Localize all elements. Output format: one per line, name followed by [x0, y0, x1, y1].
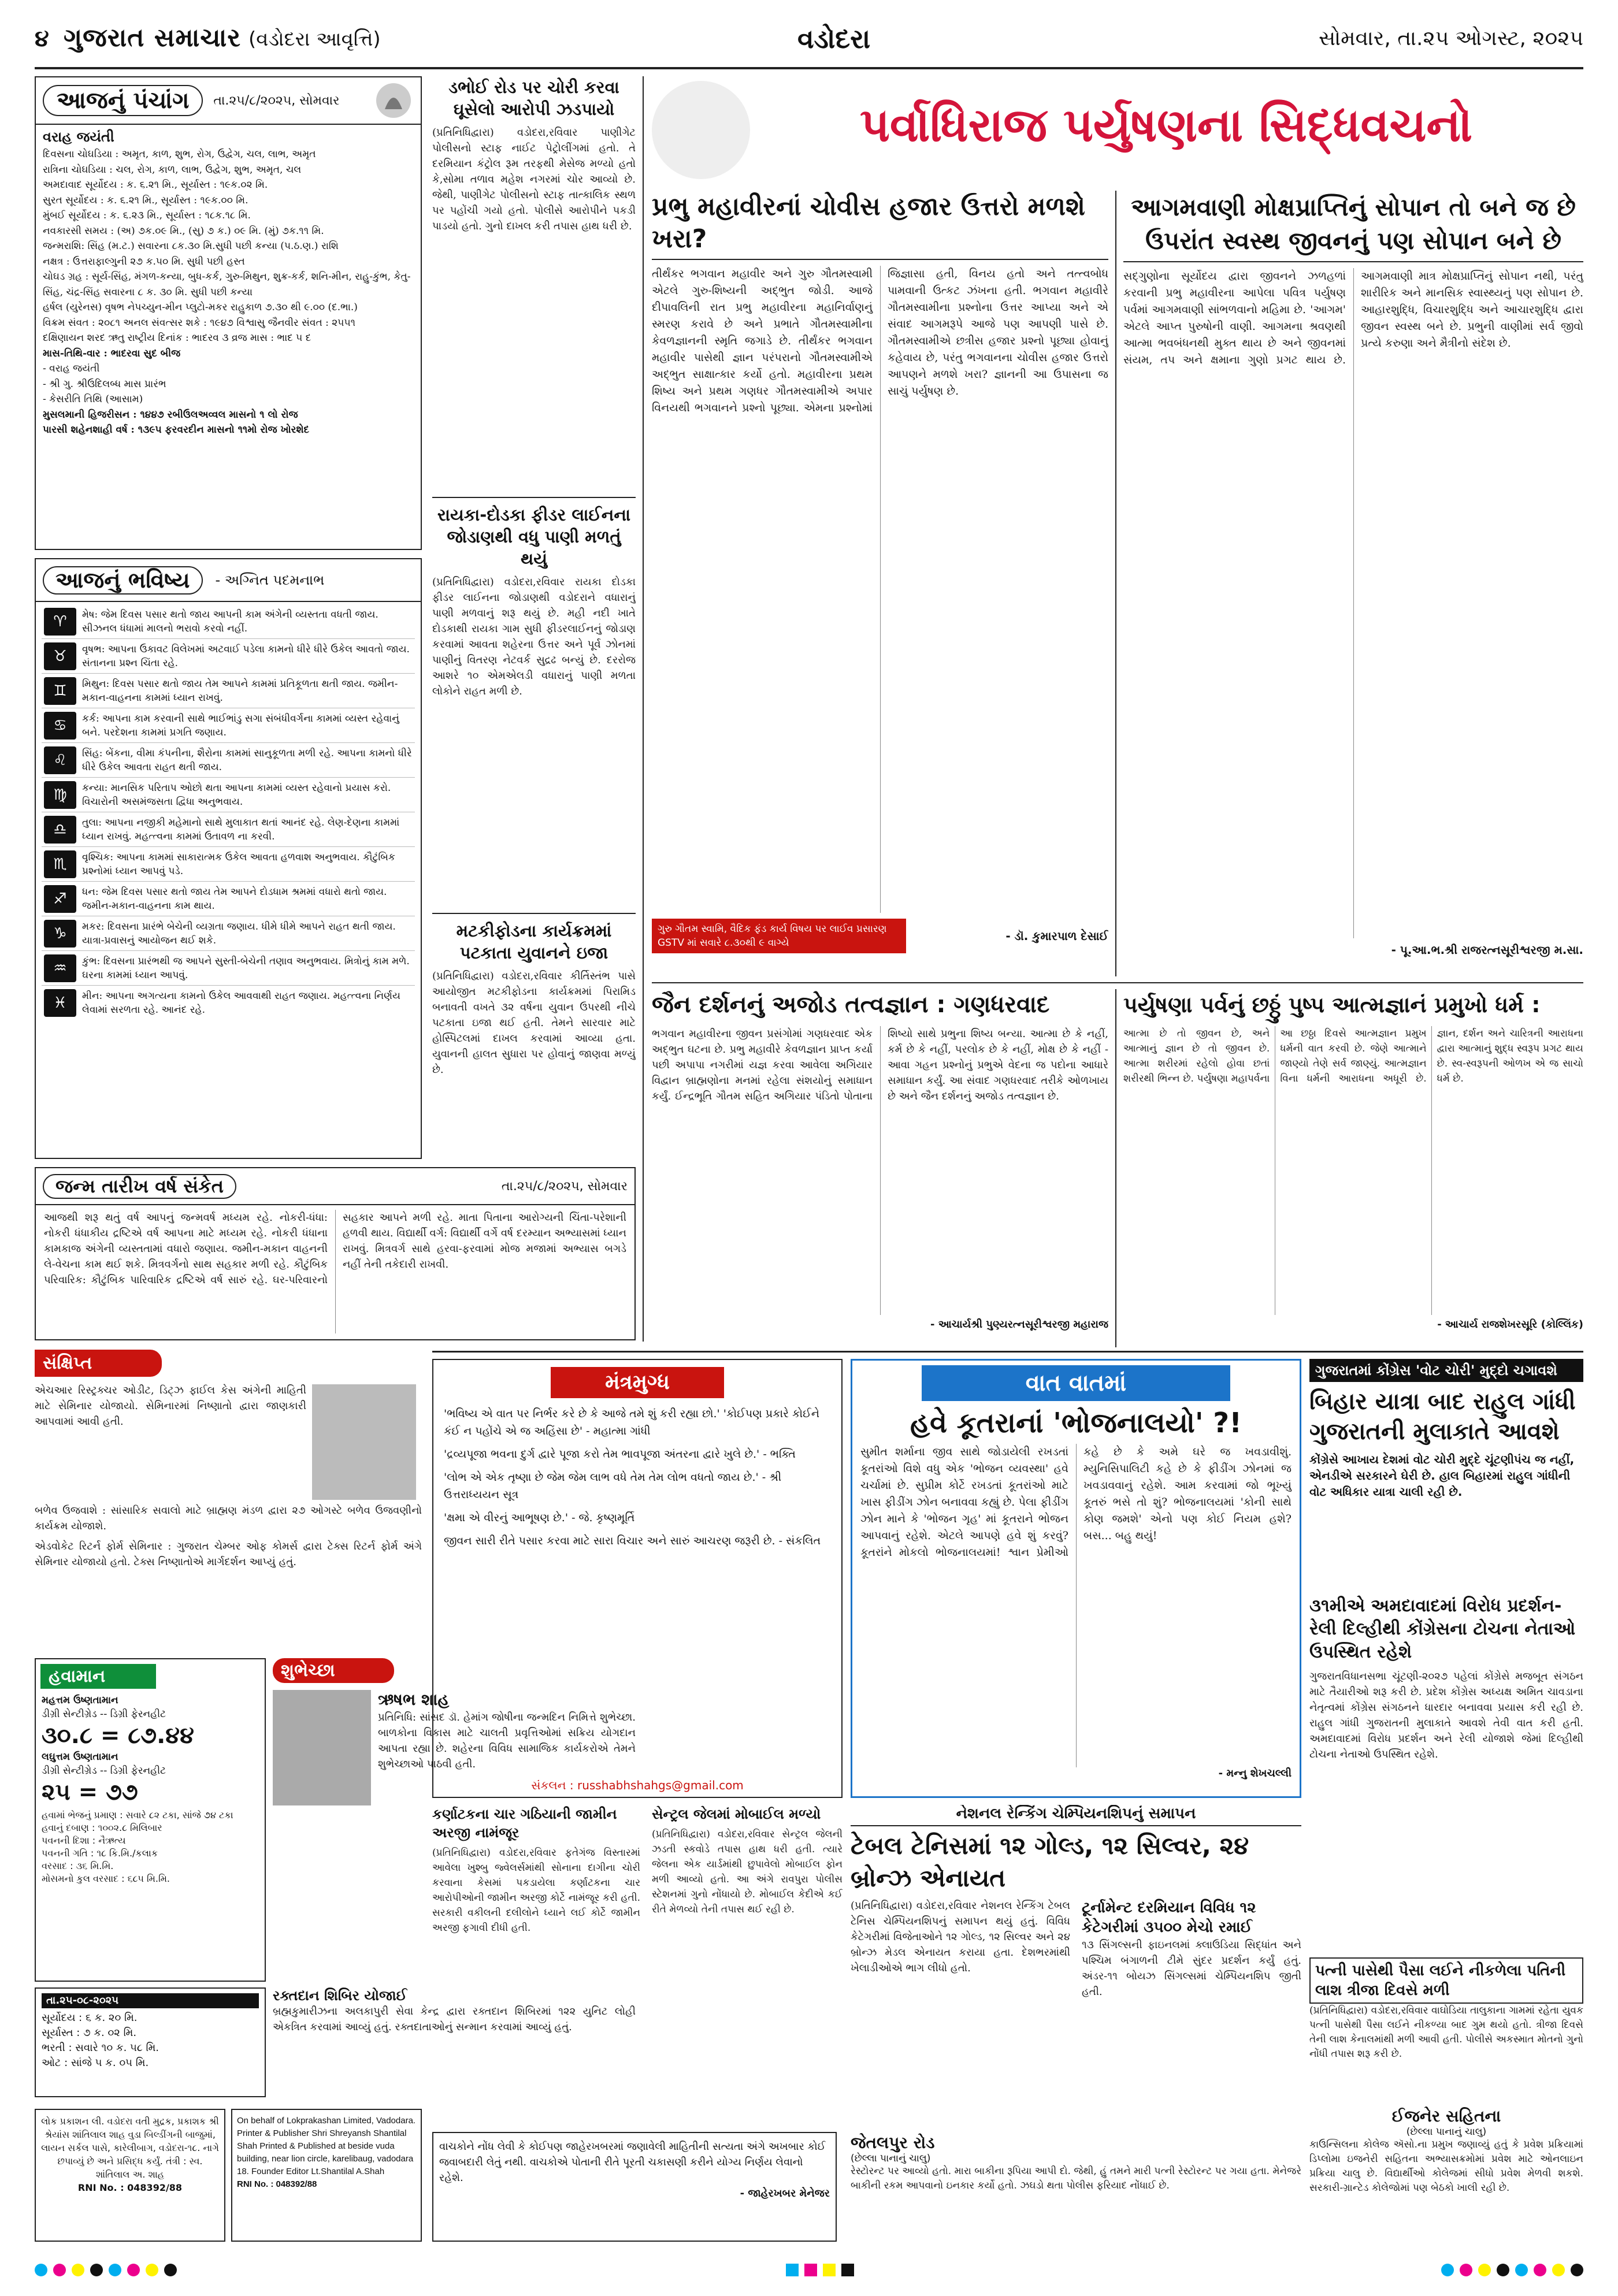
panchang-line: જન્મરાશિ: સિંહ (મ.ટ.) સવારના ૮ક.૩૦ મિ.સુધી પછી કન્યા (પ.ઠ.ણ.) રાશિ: [43, 240, 339, 252]
continued-label: (છેલ્લા પાનાનું ચાલુ): [851, 2153, 931, 2164]
issue-date: સોમવાર, તા.૨૫ ઓગસ્ટ, ૨૦૨૫: [1318, 27, 1583, 50]
max-temp-units: ડીગ્રી સેન્ટીગ્રેડ -- ડિગ્રી ફેરનહીટ: [42, 1708, 166, 1720]
ganesh-icon: [373, 80, 414, 121]
brief-item: એચઆર રિસ્ટ્રક્ચર ઓડીટ, ડિટ્ઝ ફાઈલ કેસ અંગેની માહિતી માટે સેમિનાર યોજાયો. સેમિનારમાં નિષ્ણાતો દ્વારા જાણકારી આપવામાં આવી હતી.: [35, 1384, 306, 1428]
article-dabhoi-road: [432, 76, 636, 492]
article-jetalpur-road: [851, 2133, 1301, 2243]
zodiac-aries-icon: ♈: [44, 608, 76, 636]
min-temp-label: લઘુત્તમ ઉષ્ણતામાન: [42, 1751, 118, 1763]
paryushan-banner: [652, 76, 1583, 180]
imprint-gujarati: લોક પ્રકાશન લી. વડોદરા વતી મુદ્રક, પ્રકાશક શ્રી શ્રેયાંસ શાંતિલાલ શાહ વુડા બિલ્ડીંગની બાજુમાં, લાયન સર્કલ પાસે, કારેલીબાગ, વડોદરા-૧૮. નાગે છપાવ્યું છે અને પ્રસિદ્ધ કર્યું. તંત્રી : સ્વ. શાંતિલાલ અ. શાહ RNI No. : 048392/88: [35, 2109, 225, 2242]
article-husband-body-found: [1309, 1957, 1583, 2102]
panchang-line: મુંબઈ સૂર્યોદય : ક. ૬.૨૩ મિ., સૂર્યાસ્ત : ૧૮ક.૧૮ મિ.: [43, 210, 251, 221]
headline: ઈજનેર સહિતના: [1391, 2106, 1501, 2126]
headline: પર્યુષણા પર્વનું છઠ્ઠું પુષ્પ આત્મજ્ઞાનં પ્રમુખો ધર્મ :: [1123, 992, 1541, 1017]
panchang-line: નક્ષત્ર : ઉત્તરાફાલ્ગુની ૨૭ ક.૫૦ મિ. સુધી પછી હસ્ત: [43, 255, 245, 268]
print-color-marks: [35, 2259, 1583, 2282]
weather-row: હવાનું દબાણ : ૧૦૦૨.૮ મિલિબાર: [42, 1822, 162, 1833]
panchang-line: પારસી શહેનશાહી વર્ષ : ૧૩૯૫ ફરવરદીન માસનો ૧૧મો રોજ ખોરશેદ: [43, 424, 310, 436]
page-number: ૪: [35, 25, 49, 52]
horoscope-item: ♏ વૃશ્ચિક: આપના કામમાં સાકારાત્મક ઉકેલ આવતા હળવાશ અનુભવાય. કૌટુંબિક પ્રશ્નોમાં ધ્યાન આપવું પડે.: [42, 847, 415, 882]
headline: મટકીફોડના કાર્યક્રમમાં પટકાતા યુવાનને ઇજા: [456, 921, 612, 963]
article-central-jail: [652, 1805, 843, 2007]
horoscope-item: ♎ તુલા: આપના નજીકી મહેમાનો સાથે મુલાકાત થતાં આનંદ રહે. લેણ-દેણના કામમાં ધ્યાન રાખવું. મહત્ત્વના કામમાં ઉતાવળ ના કરવી.: [42, 812, 415, 847]
article-congress-lead: [1309, 1359, 1583, 1590]
weather-row: હવામાં ભેજનું પ્રમાણ : સવારે ૮૨ ટકા, સાંજે ૭૪ ટકા: [42, 1810, 233, 1821]
zodiac-gemini-icon: ♊: [44, 677, 76, 705]
headline: સેન્ટ્રલ જેલમાં મોબાઈલ મળ્યો: [652, 1806, 821, 1822]
panchang-date: તા.૨૫/૮/૨૦૨૫, સોમવાર: [213, 93, 340, 108]
horoscope-item: ♐ ધન: જેમ દિવસ પસાર થતો જાય તેમ આપને દોડધામ શ્રમમાં વધારો થતો જાય. જમીન-મકાન-વાહનના કામ થાય.: [42, 882, 415, 916]
divider: [432, 913, 636, 914]
greeting-title: શુભેચ્છા: [273, 1658, 394, 1683]
article-body: તીર્થંકર ભગવાન મહાવીર અને ગુરુ ગૌતમસ્વામી એટલે ગુરુ-શિષ્યની અદ્ભુત જોડી. આજે દીપાવલિની રાત પ્રભુ મહાવીરના મહાનિર્વાણનું સ્મરણ કરાવે છે અને પ્રભાતે ગૌતમસ્વામીના કેવળજ્ઞાનની સ્મૃતિ જગાડે છે. તીર્થંકર ભગવાન મહાવીર પાસેથી જ્ઞાન પરંપરાનો ગૌતમસ્વામીએ અદ્ભુત સાક્ષાત્કાર કર્યો હતો. મહાવીરના પ્રથમ શિષ્ય અને પ્રથમ ગણધર ગૌતમસ્વામીએ અપાર વિનયથી ભગવાનને પ્રશ્નો પૂછ્યા. એમના પ્રશ્નોમાં જિજ્ઞાસા હતી, વિનય હતો અને તત્ત્વબોધ પામવાની ઉત્કટ ઝંખના હતી. ભગવાન મહાવીરે ગૌતમસ્વામીના પ્રશ્નોના ઉત્તર આપ્યા અને એ સંવાદ આગમરૂપે આજે પણ આપણી પાસે છે. ગૌતમસ્વામીએ છત્રીસ હજાર પ્રશ્નો પૂછ્યા હોવાનું કહેવાય છે, પરંતુ ભગવાનના ચોવીસ હજાર ઉત્તરો આપણને મળશે ખરા? જ્ઞાનની આ ઉપાસના જ સાચું પર્યુષણ છે.: [652, 268, 1108, 414]
article-author: - પૂ.આ.ભ.શ્રી રાજરત્નસૂરીશ્વરજી મ.સા.: [1391, 943, 1583, 957]
headline: હવે કૂતરાનાં 'ભોજનાલયો' ?!: [910, 1407, 1242, 1439]
kicker: નેશનલ રેન્કિંગ ચેમ્પિયનશિપનું સમાપન: [851, 1805, 1301, 1826]
min-temp-value: ૨૫ = ૭૭: [42, 1779, 138, 1805]
subheadline: ૩૧મીએ અમદાવાદમાં વિરોધ પ્રદર્શન-રેલી દિલ્હીથી કોંગ્રેસના ટોચના નેતાઓ ઉપસ્થિત રહેશે: [1309, 1596, 1576, 1662]
article-body: (પ્રતિનિધિદ્વારા) વડોદરા,રવિવાર કીર્તિસ્તંભ પાસે આયોજીત મટકીફોડના કાર્યક્રમમાં પિરામિડ બનાવતી વખતે ૩૨ વર્ષના યુવાન ઉપરથી નીચે પટકાતા ઇજા થઈ હતી. તેમને સારવાર માટે હોસ્પિટલમાં દાખલ કરવામાં આવ્યા હતા. યુવાનની હાલત સુધારા પર હોવાનું જાણવા મળ્યું છે.: [432, 970, 636, 1076]
article-body: (પ્રતિનિધિદ્વારા) વડોદરા,રવિવાર રાયકા દોડકા ફીડર લાઈનના જોડાણથી વડોદરાને વધારાનું પાણી મળવાનું શરૂ થયું છે. મહી નદી ખાતે દોડકાથી રાયકા ગામ સુધી ફીડરલાઈનનું જોડાણ કરવામાં આવતા શહેરના ઉત્તર અને પૂર્વ ઝોનમાં પાણીનું વિતરણ નેટવર્ક સુદ્રઢ બન્યું છે. દરરોજ આશરે ૧૦ એમએલડી વધારાનું પાણી મળતા લોકોને રાહત મળી છે.: [432, 576, 636, 697]
article-water-supply: [432, 504, 636, 908]
header-rule: [35, 67, 1583, 69]
horoscope-item: ♌ સિંહ: બેંકના, વીમા કંપનીના, શૈરોના કામમાં સાનુકૂળતા મળી રહે. આપના કામનો ધીરે ધીરે ઉકેલ આવતા રાહત થતી જાય.: [42, 743, 415, 778]
satire-box: [851, 1359, 1301, 1798]
sun-timing-box: [35, 1987, 266, 2097]
panchang-box: [35, 76, 422, 550]
article-body: (પ્રતિનિધિદ્વારા) વડોદરા,રવિવાર ફતેગંજ વિસ્તારમાં આવેલા ખુશ્બુ જ્વેલર્સમાંથી સોનાના દાગીના ચોરી કરવાના કેસમાં પકડાયેલા કર્ણાટકના ચાર આરોપીઓની જામીન અરજી કોર્ટે નામંજૂર કરી હતી. સરકારી વકીલની દલીલોને ધ્યાને લઈ કોર્ટે જામીન અરજી ફગાવી દીધી હતી.: [432, 1847, 640, 1934]
article-author: - ડૉ. કુમારપાળ દેસાઈ: [1005, 929, 1108, 943]
article-body: બ્રહ્મકુમારીઝના અલકાપુરી સેવા કેન્દ્ર દ્વારા રક્તદાન શિબિરમાં ૧૨૨ યુનિટ લોહી એકત્રિત કરવામાં આવ્યું હતું. રક્તદાતાઓનું સન્માન કરવામાં આવ્યું હતું.: [273, 2005, 636, 2033]
greeting-name: ઋષભ શાહ: [378, 1690, 450, 1709]
seminar-photo: [312, 1384, 416, 1500]
quote-item: 'ક્ષમા એ વીરનું આભૂષણ છે.' - જે. કૃષ્ણમૂર્તિ: [444, 1511, 635, 1524]
zodiac-aquarius-icon: ♒: [44, 954, 76, 982]
headline: પત્ની પાસેથી પૈસા લઈને નીકળેલા પતિની લાશ ત્રીજા દિવસે મળી: [1309, 1957, 1583, 2004]
quote-item: 'લોભ એ એક તૃષ્ણા છે જેમ જેમ લાભ વધે તેમ તેમ લોભ વધતો જાય છે.' - શ્રી ઉત્તરાધ્યયન સૂત્ર: [444, 1471, 782, 1501]
brief-item: બળેવ ઉજવાશે : સાંસારિક સવાલો માટે બ્રાહ્મણ મંડળ દ્વારા ૨૭ ઓગસ્ટે બળેવ ઉજવણીનો કાર્યક્રમ યોજાશે.: [35, 1504, 422, 1532]
panchang-line: નવકારસી સમય : (અ) ૭ક.૦૯ મિ., (સુ) ૭ ક.) ૦૯ મિ. (મું) ૭ક.૧૧ મિ.: [43, 225, 324, 237]
panchang-line: દક્ષિણાયન શરદ ઋતુ રાષ્ટ્રીય દિનાંક : ભાદરવ ૩ વ્રજ માસ : ભાદ ૫ દ: [43, 332, 311, 344]
quotes-title: મંત્રમુગ્ધ: [551, 1367, 724, 1398]
weather-row: વરસાદ : ૩૬ મિ.મિ.: [42, 1860, 114, 1871]
ad-disclaimer-box: વાચકોને નોંધ લેવી કે કોઈપણ જાહેરખબરમાં જણાવેલી માહિતીની સત્યતા અંગે અખબાર કોઈ જવાબદારી લેતું નથી. વાચકોએ પોતાની રીતે પૂરતી ચકાસણી કરીને યોગ્ય નિર્ણય લેવાનો રહેશે. - જાહેરખબર મેનેજર: [432, 2132, 837, 2242]
birthday-box: [35, 1167, 636, 1340]
horoscope-item: ♉ વૃષભ: આપના ઉકાવટ વિલેખમાં અટવાઈ પડેલા કામનો ધીરે ધીરે ઉકેલ આવતો જાય. સંતાનના પ્રશ્ન ચિંતા રહે.: [42, 639, 415, 674]
headline: ડભોઈ રોડ પર ચોરી કરવા ઘૂસેલો આરોપી ઝડપાયો: [448, 77, 619, 119]
panchang-line: ચોઘડ ગ્રહ : સૂર્ય-સિંહ, મંગળ-કન્યા, બુધ-કર્ક, ગુરુ-મિથુન, શુક્ર-કર્ક, શનિ-મીન, રાહુ-કુંભ, કેતુ-સિંહ, ચંદ્ર-સિંહ સવારના ૮ ક. ૩૦ મિ. સુધી પછી કન્યા: [43, 271, 411, 298]
column-rule: [643, 76, 644, 1342]
panchang-line: સુરત સૂર્યોદય : ક. ૬.૨૧ મિ., સૂર્યાસ્ત : ૧૯ક.૦૦ મિ.: [43, 194, 248, 206]
headline: રાયકા-દોડકા ફીડર લાઈનના જોડાણથી વધુ પાણી મળતું થયું: [437, 505, 631, 569]
person-photo: [273, 1690, 371, 1805]
article-body-2: ૧૩ સિંગલ્સની ફાઇનલમાં ક્લાઉડિયા સિદ્ધાંત અને પશ્ચિમ બંગાળની ટીમે સુંદર પ્રદર્શન કર્યું હતું. અંડર-૧૧ બોયઝ સિંગલ્સમાં ચેમ્પિયનશિપ જીતી હતી.: [1082, 1939, 1301, 1998]
headline: રક્તદાન શિબિર યોજાઈ: [273, 1987, 407, 2004]
kicker: ગુજરાતમાં કોંગ્રેસ 'વોટ ચોરી' મુદ્દો ચગાવશે: [1309, 1359, 1583, 1382]
article-body: કાઉન્સિલના કોલેજ ઍસો.ના પ્રમુખ જણાવ્યું હતું કે પ્રવેશ પ્રક્રિયામાં ડિપ્લોમા ઇજનેરી સહિતના અભ્યાસક્રમોમાં પ્રવેશ માટે ઓનલાઇન પ્રક્રિયા ચાલુ છે. વિદ્યાર્થીઓ કોલેજમાં સીધો પ્રવેશ મેળવી શકશે. સરકારી-ગ્રાન્ટેડ કોલેજોમાં પણ બેઠકો ખાલી રહી છે.: [1309, 2139, 1583, 2194]
panchang-line: - વરાહ જયંતી: [43, 363, 100, 374]
panchang-line: રાત્રિના ચોઘડિયા : ચલ, રોગ, કાળ, લાભ, ઉદ્વેગ, શુભ, અમૃત, ચલ: [43, 164, 302, 176]
article-engineer: [1309, 2106, 1583, 2245]
brief-news-box: [35, 1350, 422, 1650]
article-body: ગુજરાતવિધાનસભા ચૂંટણી-૨૦૨૭ પહેલાં કોંગ્રેસે મજબૂત સંગઠન માટે તૈયારીઓ શરૂ કરી છે. પ્રદેશ કોંગ્રેસ અધ્યક્ષ અમિત ચાવડાના નેતૃત્વમાં કોંગ્રેસ સંગઠનને ધારદાર બનાવવા પ્રયાસ કરી રહી છે. રાહુલ ગાંધી ગુજરાતની મુલાકાતે આવશે તેવી વાત કરી હતી. અમદાવાદમાં વિરોધ પ્રદર્શન અને રેલી યોજાશે જેમાં દિલ્હીથી ટોચના નેતાઓ ઉપસ્થિત રહેશે.: [1309, 1670, 1583, 1760]
article-body: ભગવાન મહાવીરના જીવન પ્રસંગોમાં ગણધરવાદ એક અદ્ભુત ઘટના છે. પ્રભુ મહાવીરે કેવળજ્ઞાન પ્રાપ્ત કર્યા પછી અપાપા નગરીમાં યજ્ઞ કરવા આવેલા અગિયાર વિદ્વાન બ્રાહ્મણોના મનમાં રહેલા સંશયોનું સમાધાન કર્યું. ઈન્દ્રભૂતિ ગૌતમ સહિત અગિયાર પંડિતો પોતાના શિષ્યો સાથે પ્રભુના શિષ્ય બન્યા. આત્મા છે કે નહીં, કર્મ છે કે નહીં, પરલોક છે કે નહીં, મોક્ષ છે કે નહીં - આવા ગહન પ્રશ્નોનું પ્રભુએ વેદના જ પદોના આધારે સમાધાન કર્યું. આ સંવાદ ગણધરવાદ તરીકે ઓળખાય છે અને જૈન દર્શનનું અજોડ તત્વજ્ઞાન છે.: [652, 1028, 1108, 1102]
birthday-date: તા.૨૫/૮/૨૦૨૫, સોમવાર: [501, 1179, 628, 1194]
panchang-line: માસ-તિથિ-વાર : ભાદરવા સુદ બીજ: [43, 347, 181, 359]
article-prabhu-mahavir: [652, 191, 1108, 976]
zodiac-leo-icon: ♌: [44, 746, 76, 774]
lead-text: કોંગ્રેસે આખાય દેશમાં વોટ ચોરી મુદ્દે ચૂંટણીપંચ જ નહીં, એનડીએ સરકારને ઘેરી છે. હાલ બિહારમાં રાહુલ ગાંધીની વોટ અધિકાર યાત્રા ચાલી રહી છે.: [1309, 1452, 1575, 1499]
satire-tag: વાત વાતમાં: [922, 1365, 1230, 1401]
panchang-line: વિક્રમ સંવત : ૨૦૮૧ અનલ સંવત્સર શકે : ૧૯૪૭ વિશ્વાસુ જૈનવીર સંવત : ૨૫૫૧: [43, 317, 355, 329]
section-rule: [432, 1351, 1583, 1353]
min-temp-units: ડીગ્રી સેન્ટીગ્રેડ -- ડિગ્રી ફેરનહીટ: [42, 1765, 166, 1777]
banner-title: પર્વાધિરાજ પર્યુષણના સિદ્ધવચનો: [860, 98, 1472, 152]
weather-title: હવામાન: [40, 1664, 156, 1689]
headline: જૈન દર્શનનું અજોડ તત્વજ્ઞાન : ગણધરવાદ: [652, 991, 1050, 1018]
article-agamvani: [1123, 191, 1583, 976]
sun-row: ઓટ : સાંજે ૫ ક. ૦૫ મિ.: [42, 2057, 149, 2069]
decoration-icon: [652, 81, 750, 179]
article-author: - મન્નુ શેખચલ્લી: [1218, 1767, 1292, 1779]
subheadline: ટૂર્નામેન્ટ દરમિયાન વિવિધ ૧૨ કેટેગરીમાં ૩૫૦૦ મેચો રમાઈ: [1082, 1899, 1256, 1936]
continued-label: (છેલ્લા પાનાનું ચાલુ): [1406, 2126, 1487, 2138]
column-rule: [1115, 989, 1116, 1347]
headline: બિહાર યાત્રા બાદ રાહુલ ગાંધી ગુજરાતની મુલાકાતે આવશે: [1309, 1388, 1576, 1445]
headline: આગમવાણી મોક્ષપ્રાપ્તિનું સોપાન તો બને જ છે ઉપરાંત સ્વસ્થ જીવનનું પણ સોપાન બને છે: [1123, 191, 1583, 262]
zodiac-cancer-icon: ♋: [44, 712, 76, 740]
weather-box: [35, 1658, 266, 1982]
city-name: વડોદરા: [797, 23, 871, 54]
panchang-line: મુસલમાની હિજરીસન : ૧૪૪૭ રબીઉલઅવ્વલ માસનો ૧ લો રોજ: [43, 408, 298, 421]
masthead: [35, 22, 1583, 62]
zodiac-libra-icon: ♎: [44, 816, 76, 844]
brief-item: એડવોકેટ રિટર્ન ફોર્મ સેમિનાર : ગુજરાત ચેમ્બર ઓફ કોમર્સ દ્વારા ટેક્સ રિટર્ન ફોર્મ અંગે સેમિનાર યોજાયો હતો. ટેક્સ નિષ્ણાતોએ માર્ગદર્શન આપ્યું હતું.: [35, 1540, 422, 1568]
headline: જેતલપુર રોડ: [851, 2133, 935, 2152]
quote-item: જીવન સારી રીતે પસાર કરવા માટે સારા વિચાર અને સારું આચરણ જરૂરી છે. - સંકલિત: [444, 1535, 821, 1547]
rni-number: RNI No. : 048392/88: [77, 2182, 183, 2193]
edition-label: (વડોદરા આવૃત્તિ): [248, 28, 381, 51]
weather-row: પવનની દિશા : નૈઋત્ય: [42, 1835, 126, 1846]
panchang-heading: વરાહ જયંતી: [43, 129, 114, 145]
panchang-line: અમદાવાદ સૂર્યોદય : ક. ૬.૨૧ મિ., સૂર્યાસ્ત : ૧૯ક.૦૨ મિ.: [43, 179, 268, 191]
headline: ટેબલ ટેનિસમાં ૧૨ ગોલ્ડ, ૧૨ સિલ્વર, ૨૪ બ્રોન્ઝ એનાયત: [851, 1831, 1249, 1892]
article-body: (પ્રતિનિધિદ્વારા) વડોદરા,રવિવાર સેન્ટ્રલ જેલની ઝડતી સ્કવોડે તપાસ હાથ ધરી હતી. ત્યારે જેલના એક યાર્ડમાંથી છુપાવેલો મોબાઈલ ફોન મળી આવ્યો હતો. આ અંગે રાવપુરા પોલીસ સ્ટેશનમાં ગુનો નોંધાયો છે. મોબાઈલ કેદીએ કઈ રીતે મેળવ્યો તેની તપાસ થઈ રહી છે.: [652, 1829, 843, 1915]
newspaper-logo: ગુજરાત સમાચાર: [64, 23, 241, 53]
zodiac-virgo-icon: ♍: [44, 781, 76, 809]
article-karnataka-bail: [432, 1805, 640, 2007]
horoscope-box: [35, 558, 422, 1159]
article-body: (પ્રતિનિધિદ્વારા) વડોદરા,રવિવાર નેશનલ રેન્કિંગ ટેબલ ટેનિસ ચેમ્પિયનશિપનું સમાપન થયું હતું. વિવિધ કેટેગરીમાં વિજેતાઓને ૧૨ ગોલ્ડ, ૧૨ સિલ્વર અને ૨૪ બ્રોન્ઝ મેડલ એનાયત કરાયા હતા. દેશભરમાંથી ખેલાડીઓએ ભાગ લીધો હતો.: [851, 1900, 1070, 1974]
panchang-line: - કેસરીતિ તિથિ (આસામ): [43, 393, 143, 405]
article-body: (પ્રતિનિધિદ્વારા) વડોદરા,રવિવાર વાઘોડિયા તાલુકાના ગામમાં રહેતા યુવક પત્ની પાસેથી પૈસા લઈને નીકળ્યા બાદ ગુમ થયો હતો. ત્રીજા દિવસે તેની લાશ કેનાલમાંથી મળી આવી હતી. પોલીસે અકસ્માત મોતનો ગુનો નોંધી તપાસ શરૂ કરી છે.: [1309, 2005, 1583, 2060]
article-table-tennis: [851, 1805, 1301, 2128]
horoscope-item: ♈ મેષ: જેમ દિવસ પસાર થતો જાય આપની કામ અંગેની વ્યસ્તતા વધતી જાય. સીઝનલ ધંધામાં માલનો ભરાવો કરવો નહીં.: [42, 604, 415, 639]
weather-row: પવનની ગતિ : ૧૮ કિ.મિ./કલાક: [42, 1848, 158, 1859]
article-body: આત્મા છે તો જીવન છે, અને આત્માનું જ્ઞાન છે તો જીવન છે. આત્મા શરીરમાં રહેલો હોવા છતાં શરીરથી ભિન્ન છે. પર્યુષણા મહાપર્વના આ છઠ્ઠા દિવસે આત્મજ્ઞાન પ્રમુખ ધર્મની વાત કરવી છે. જેણે આત્માને જાણ્યો તેણે સર્વ જાણ્યું. આત્મજ્ઞાન વિના ધર્મની આરાધના અધૂરી છે. જ્ઞાન, દર્શન અને ચારિત્રની આરાધના દ્વારા આત્માનું શુદ્ધ સ્વરૂપ પ્રગટ થાય છે. સ્વ-સ્વરૂપની ઓળખ એ જ સાચો ધર્મ છે.: [1123, 1028, 1583, 1084]
rni-number: RNI No. : 048392/88: [237, 2179, 317, 2189]
sun-row: ભરતી : સવારે ૧૦ ક. ૫૮ મિ.: [42, 2042, 159, 2054]
zodiac-sagittarius-icon: ♐: [44, 885, 76, 913]
divider: [652, 982, 1583, 983]
horoscope-item: ♒ કુંભ: દિવસના પ્રારંભથી જ આપને સુસ્તી-બેચેની તણાવ અનુભવાય. મિત્રોનું કામ મળે. ઘરના કામમાં ધ્યાન આપવું.: [42, 951, 415, 986]
article-body: સદ્ગુણોના સૂર્યોદય દ્વારા જીવનને ઝળહળાં કરવાની પ્રભુ મહાવીરના આપેલા પવિત્ર પર્યુષણ પર્વમાં આગમવાણી સાંભળવાનો મહિમા છે. 'આગમ' એટલે આપ્ત પુરુષોની વાણી. આગમના શ્રવણથી આત્મા ભવબંધનથી મુક્ત થાય છે અને જીવનમાં સંયમ, તપ અને ક્ષમાના ગુણો પ્રગટ થાય છે. આગમવાણી માત્ર મોક્ષપ્રાપ્તિનું સોપાન નથી, પરંતુ શારીરિક અને માનસિક સ્વાસ્થ્યનું પણ સોપાન છે. આહારશુદ્ધિ, વિચારશુદ્ધિ અને આચારશુદ્ધિ દ્વારા જીવન સ્વસ્થ બને છે. પ્રભુની વાણીમાં સર્વ જીવો પ્રત્યે કરુણા અને મૈત્રીનો સંદેશ છે.: [1123, 270, 1583, 366]
article-atmagnan: [1123, 989, 1583, 1347]
birthday-text: આજથી શરૂ થતું વર્ષ આપનું જન્મવર્ષ મધ્યમ રહે. નોકરી-ધંધા: નોકરી ધંધાકીય દ્રષ્ટિએ વર્ષ આપના માટે મધ્યમ રહે. નોકરી ધંધાના કામકાજ અંગેની વ્યસ્તતામાં વધારો જણાય. જમીન-મકાન વાહનની લે-વેચના કામ થઈ શકે. મિત્રવર્ગનો સાથ સહકાર મળી રહે. કૌટુંબિક પરિવારિક: કૌટુંબિક પારિવારિક દ્રષ્ટિએ વર્ષ સારું રહે. ઘર-પરિવારનો સહકાર આપને મળી રહે. માતા પિતાના આરોગ્યની ચિંતા-પરેશાની હળવી થાય. વિદ્યાર્થી વર્ગ: વિદ્યાર્થી વર્ગે વર્ષ દરમ્યાન અભ્યાસમાં ધ્યાન રાખવું. મિત્રવર્ગ સાથે હરવા-ફરવામાં મોજ મજામાં અભ્યાસ બગડે નહીં તેની તકેદારી રાખવી.: [44, 1212, 626, 1286]
zodiac-capricorn-icon: ♑: [44, 920, 76, 948]
horoscope-item: ♍ કન્યા: માનસિક પરિતાપ ઓછો થતા આપના કામમાં વ્યસ્ત રહેવાનો પ્રયાસ કરો. વિચારોની અસમંજસતા દ્વિધા અનુભવાય.: [42, 778, 415, 812]
article-author: - આચાર્યશ્રી પુણ્યરત્નસૂરીશ્વરજી મહારાજ: [930, 1318, 1108, 1331]
panchang-line: હર્ષલ (યુરેનસ) વૃષભ નેપચ્યુન-મીન પ્લુટો-મકર રાહુકાળ ૭.૩૦ થી ૯.૦૦ (દ.ભા.): [43, 302, 358, 313]
birthday-title: જન્મ તારીખ વર્ષ સંકેત: [43, 1174, 236, 1199]
sun-date: તા.૨૫-૦૮-૨૦૨૫: [42, 1993, 259, 2008]
panchang-line: - શ્રી ગુ. શ્રીઉદિલબ્ધ માસ પ્રારંભ: [43, 378, 166, 390]
divider: [432, 497, 636, 498]
horoscope-item: ♊ મિથુન: દિવસ પસાર થતો જાય તેમ આપને કામમાં પ્રતિકૂળતા થતી જાય. જમીન-મકાન-વાહનના કામમાં ધ્યાન રાખવું.: [42, 674, 415, 708]
zodiac-pisces-icon: ♓: [44, 989, 76, 1017]
article-congress-body: [1309, 1595, 1583, 1953]
max-temp-label: મહત્તમ ઉષ્ણતામાન: [42, 1695, 118, 1706]
horoscope-author: - અગ્નિ‌ત પદમનાભ: [215, 572, 325, 588]
zodiac-scorpio-icon: ♏: [44, 850, 76, 878]
article-body: સુમીત શર્માના જીવ સાથે જોડાયેલી રખડતાં કૂતરાંઓ વિશે વધુ એક 'ભોજન વ્યવસ્થા' હવે ચર્ચામાં છે. સુપ્રીમ કોર્ટે રખડતાં કૂતરાંઓ માટે ખાસ ફીડીંગ ઝોન બનાવવા કહ્યું છે. પેલા ફીડીંગ ઝોન માને કે 'ભોજન ગૃહ' માં કૂતરાને ભોજન આપવાનું રહેશે. એટલે આપણે હવે શું કરવું? કૂતરાંને મોકલો ભોજનાલયમાં! શ્વાન પ્રેમીઓ કહે છે કે અમે ઘરે જ ખવડાવીશું. મ્યુનિસિપાલિટી કહે છે કે ફીડીંગ ઝોનમાં જ ખવડાવવાનું રહેશે. આમ કરવામાં જો ભૂખ્યું કૂતરું ભસે તો શું? ભોજનાલયમાં 'કોની સાથે કોણ જમશે' એનો પણ કોઈ નિયમ હશે? બસ... બહુ થયું!: [860, 1446, 1292, 1559]
horoscope-item: ♑ મકર: દિવસના પ્રારંભે બેચેની વ્યગ્રતા જણાય. ધીમે ધીમે આપને રાહત થતી જાય. યાત્રા-પ્રવાસનું આયોજન થઈ શકે.: [42, 916, 415, 951]
headline: પ્રભુ મહાવીરનાં ચોવીસ હજાર ઉત્તરો મળશે ખરા?: [652, 191, 1108, 260]
zodiac-taurus-icon: ♉: [44, 642, 76, 670]
article-matki-fod: [432, 920, 636, 1162]
panchang-line: દિવસના ચોઘડિયા : અમૃત, કાળ, શુભ, રોગ, ઉદ્વેગ, ચલ, લાભ, અમૃત: [43, 148, 316, 160]
greeting-text: પ્રતિનિધિ: સાંસદ ડૉ. હેમાંગ જોષીના જન્મદિન નિમિત્તે શુભેચ્છા. બાળકોના વિકાસ માટે ચાલતી પ્રવૃત્તિઓમાં સક્રિય યોગદાન આપતા રહ્યા છે. શહેરના વિવિધ સામાજિક કાર્યકરોએ તેમને શુભેચ્છાઓ પાઠવી હતી.: [378, 1711, 636, 1770]
horoscope-item: ♓ મીન: આપના અગત્યના કામનો ઉકેલ આવવાથી રાહત જણાય. મહત્ત્વના નિર્ણય લેવામાં સરળતા રહે. આનંદ રહે.: [42, 986, 415, 1020]
weather-row: મોસમનો કુલ વરસાદ : ૬૮૫ મિ.મિ.: [42, 1873, 170, 1884]
sun-row: સૂર્યોદય : ૬ ક. ૨૦ મિ.: [42, 2012, 138, 2024]
brief-title: સંક્ષિપ્ત: [35, 1350, 162, 1377]
quotes-box: [432, 1359, 843, 1798]
article-gandharvad: [652, 989, 1108, 1347]
article-author: - આચાર્ય રાજશેખરસૂરિ (કોલ્લિંક): [1437, 1318, 1583, 1331]
article-body: (પ્રતિનિધિદ્વારા) વડોદરા,રવિવાર પાણીગેટ પોલીસનો સ્ટાફ નાઈટ પેટ્રોલીંગમાં હતો. તે દરમિયાન કંટ્રોલ રૂમ તરફથી મેસેજ મળ્યો હતો કે,સોમા તળાવ મહેશ નગરમાં ચોર આવ્યો છે. જેથી, પાણીગેટ પોલીસનો સ્ટાફ તાત્કાલિક સ્થળ પર પહોંચી ગયો હતો. પોલીસે આરોપીને પકડી પાડયો હતો. ગુનો દાખલ કરી તપાસ હાથ ધરી છે.: [432, 127, 636, 232]
sun-row: સૂર્યાસ્ત : ૭ ક. ૦૨ મિ.: [42, 2027, 137, 2039]
panchang-title: આજનું પંચાંગ: [43, 85, 203, 116]
imprint-english: On behalf of Lokprakashan Limited, Vadodara. Printer & Publisher Shri Shreyansh Shantilal Shah Printed & Published at beside vuda building, near lion circle, karelibaug, vadodara 18. Founder Editor Lt.Shantilal A.Shah RNI No. : 048392/88: [231, 2109, 422, 2242]
article-body: રેસ્ટોરન્ટ પર આવ્યો હતો. મારા બાકીના રૂપિયા આપી દો. જેથી, હું તમને મારી પત્ની રેસ્ટોરન્ટ પર ગયા હતા. મેનેજરે બાકીની રકમ આપવાનો ઇનકાર કર્યો હતો. ઝઘડો થતા પોલીસ ફરિયાદ નોંધાઈ છે.: [851, 2165, 1301, 2191]
panchang-body: [36, 125, 421, 443]
column-rule: [1115, 191, 1116, 976]
quote-item: 'ભવિષ્ય એ વાત પર નિર્ભર કરે છે કે આજે તમે શું કરી રહ્યા છો.' 'કોઈપણ પ્રકારે કોઈને કંઈ ન પહોંચે એ જ અહિંસા છે' - મહાત્મા ગાંધી: [444, 1407, 820, 1437]
quote-item: 'દ્રવ્યપૂજા ભવના દુર્ગ દ્વારે પૂજા કરો તેમ ભાવપૂજા અંતરના દ્વારે ખુલે છે.' - ભક્તિ: [444, 1448, 796, 1461]
tv-ad-strip: ગુરુ ગૌતમ સ્વામિ, વૈદિક ફંડ કાર્ય વિષય પર લાઈવ પ્રસારણ GSTV માં સવારે ૮.૩૦થી ૯ વાગ્યે: [652, 919, 906, 953]
horoscope-title: આજનું ભવિષ્ય: [43, 566, 203, 595]
quotes-contact: સંકલન : russhabhshahgs@gmail.com: [531, 1778, 744, 1792]
horoscope-item: ♋ કર્ક: આપના કામ કરવાની સાથે ભાઈભાંડુ સગા સંબંધીવર્ગના કામમાં વ્યસ્ત રહેવાનું બને. પરદેશના કામમાં પ્રગતિ જણાય.: [42, 708, 415, 743]
headline: કર્ણાટકના ચાર ગઠિયાની જામીન અરજી નામંજૂર: [432, 1806, 617, 1841]
max-temp-value: ૩૦.૮ = ૮૭.૪૪: [42, 1722, 194, 1749]
